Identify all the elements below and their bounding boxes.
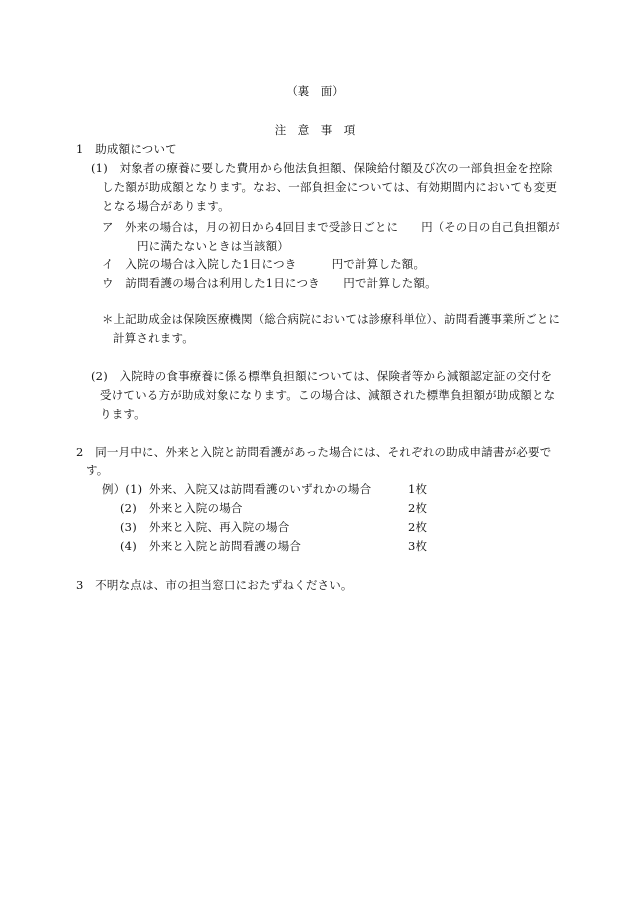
example-count: 1枚 [408,482,428,496]
example-number: (3) [120,520,137,534]
example-text: 外来と入院の場合 [149,501,243,515]
paragraph-line: (1) 対象者の療養に要した費用から他法負担額、保険給付額及び次の一部負担金を控除 [91,161,553,175]
note-line: ＊上記助成金は保険医療機関（総合病院においては診療科単位）、訪問看護事業所ごとに [102,312,561,326]
example-text: 外来、入院又は訪問看護のいずれかの場合 [149,482,372,496]
example-text: 外来と入院と訪問看護の場合 [149,539,302,553]
note-line: 計算されます。 [113,331,194,345]
section-2-line: 2 同一月中に、外来と入院と訪問看護があった場合には、それぞれの助成申請書が必要で [76,445,552,459]
paragraph-line: 受けている方が助成対象になります。この場合は、減額された標準負担額が助成額とな [100,388,556,402]
example-count: 2枚 [408,520,428,534]
section-1-heading: 1 助成額について [76,142,177,156]
list-item-a-continuation: 円に満たないときは当該額） [137,239,290,253]
section-2-line: す。 [86,463,109,477]
list-item-u: ウ 訪問看護の場合は利用した1日につき 円で計算した額。 [102,276,437,290]
example-count: 3枚 [408,539,428,553]
page-side-label: （裏 面） [286,84,344,98]
example-number: 例）(1) [102,482,143,496]
section-3-line: 3 不明な点は、市の担当窓口におたずねください。 [76,578,353,592]
paragraph-line: (2) 入院時の食事療養に係る標準負担額については、保険者等から減額認定証の交付を [91,369,553,383]
example-number: (2) [120,501,137,515]
notes-heading: 注 意 事 項 [274,123,356,137]
paragraph-line: ります。 [100,407,146,421]
paragraph-line: となる場合があります。 [102,199,230,213]
list-item-i: イ 入院の場合は入院した1日につき 円で計算した額。 [102,257,426,271]
paragraph-line: した額が助成額となります。なお、一部負担金については、有効期間内においても変更 [102,180,558,194]
example-number: (4) [120,539,137,553]
example-count: 2枚 [408,501,428,515]
example-text: 外来と入院、再入院の場合 [149,520,290,534]
list-item-a: ア 外来の場合は，月の初日から4回目まで受診日ごとに 円（その日の自己負担額が [102,220,560,234]
